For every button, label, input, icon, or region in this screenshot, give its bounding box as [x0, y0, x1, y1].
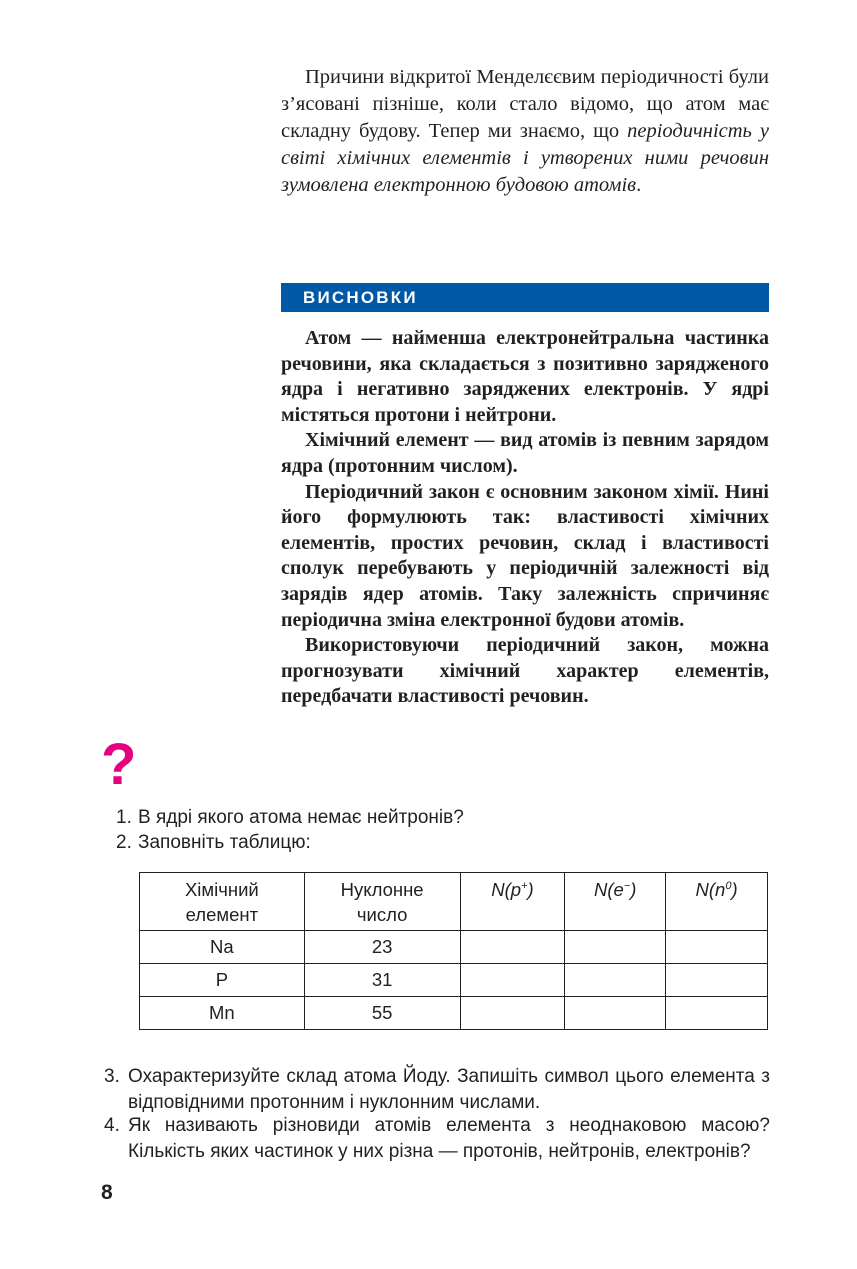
cell-neutrons — [666, 931, 768, 964]
conclusions-title: ВИСНОВКИ — [303, 288, 418, 307]
header-element: Хімічний елемент — [140, 873, 305, 931]
intro-text-end: . — [636, 174, 642, 196]
header-nucleon-number: Нуклонне число — [304, 873, 460, 931]
conclusion-prediction: Використовуючи періодичний закон, можна прогнозувати хімічний характер елементів, передбачати властивості речовин. — [281, 634, 769, 708]
header-neutrons: $N(n^0)$ — [666, 873, 768, 931]
question-number: 4. — [104, 1115, 120, 1136]
table-header-row — [140, 873, 768, 931]
question-4 — [104, 1113, 776, 1165]
header-protons: N(p+) — [460, 873, 565, 931]
conclusion-element: Хімічний елемент — вид атомів із певним зарядом ядра (протонним числом). — [281, 429, 769, 477]
table-row — [140, 997, 768, 1030]
question-number: 2. — [116, 832, 132, 853]
question-1 — [116, 805, 776, 831]
question-number: 3. — [104, 1066, 120, 1087]
cell-element: Na — [140, 931, 305, 964]
cell-protons — [460, 964, 565, 997]
cell-element: P — [140, 964, 305, 997]
question-text: Заповніть таблицю: — [138, 832, 311, 853]
cell-element: Mn — [140, 997, 305, 1030]
question-number: 1. — [116, 807, 132, 828]
question-text: Охарактеризуйте склад атома Йоду. Запишіть символ цього елемента з відповідними протонним і нуклонним числами. — [128, 1066, 770, 1113]
conclusion-atom: Атом — найменша електронейтральна частинка речовини, яка складається з позитивно зарядженого ядра і негативно заряджених електронів. У ядрі містяться протони і нейтрони. — [281, 327, 769, 426]
cell-protons — [460, 931, 565, 964]
cell-electrons — [565, 964, 666, 997]
intro-paragraph — [281, 64, 769, 199]
cell-electrons — [565, 997, 666, 1030]
question-2 — [116, 830, 776, 856]
cell-electrons — [565, 931, 666, 964]
cell-nucleon: 23 — [304, 931, 460, 964]
cell-neutrons — [666, 997, 768, 1030]
page-number: 8 — [101, 1181, 113, 1204]
question-mark-icon: ? — [101, 732, 137, 797]
question-3 — [104, 1064, 776, 1116]
question-text: В ядрі якого атома немає нейтронів? — [138, 807, 464, 828]
header-electrons: N(e−) — [565, 873, 666, 931]
question-text: Як називають різновиди атомів елемента з неоднаковою масою? Кількість яких частинок у них різна — протонів, нейтронів, електронів? — [128, 1115, 770, 1162]
conclusions-banner — [281, 283, 769, 312]
table-row — [140, 931, 768, 964]
cell-protons — [460, 997, 565, 1030]
conclusions-section — [281, 326, 769, 710]
cell-nucleon: 31 — [304, 964, 460, 997]
isotope-table — [139, 872, 768, 1030]
table-row — [140, 964, 768, 997]
intro-italic-text: періодичність у світі хімічних елементів і утворених ними речовин зумовлена електронною будовою атомів — [281, 120, 769, 196]
intro-text: Причини відкритої Менделєєвим періодичності були з’ясовані пізніше, коли стало відомо, що атом має складну будову. Тепер ми знаємо, що — [281, 66, 769, 142]
conclusion-periodic-law: Періодичний закон є основним законом хімії. Нині його формулюють так: властивості хімічних елементів, простих речовин, склад і властивості сполук перебувають у періодичній залежності від зарядів ядер атомів. Таку залежність спричиняє періодична зміна електронної будови атомів. — [281, 480, 769, 631]
cell-nucleon: 55 — [304, 997, 460, 1030]
cell-neutrons — [666, 964, 768, 997]
